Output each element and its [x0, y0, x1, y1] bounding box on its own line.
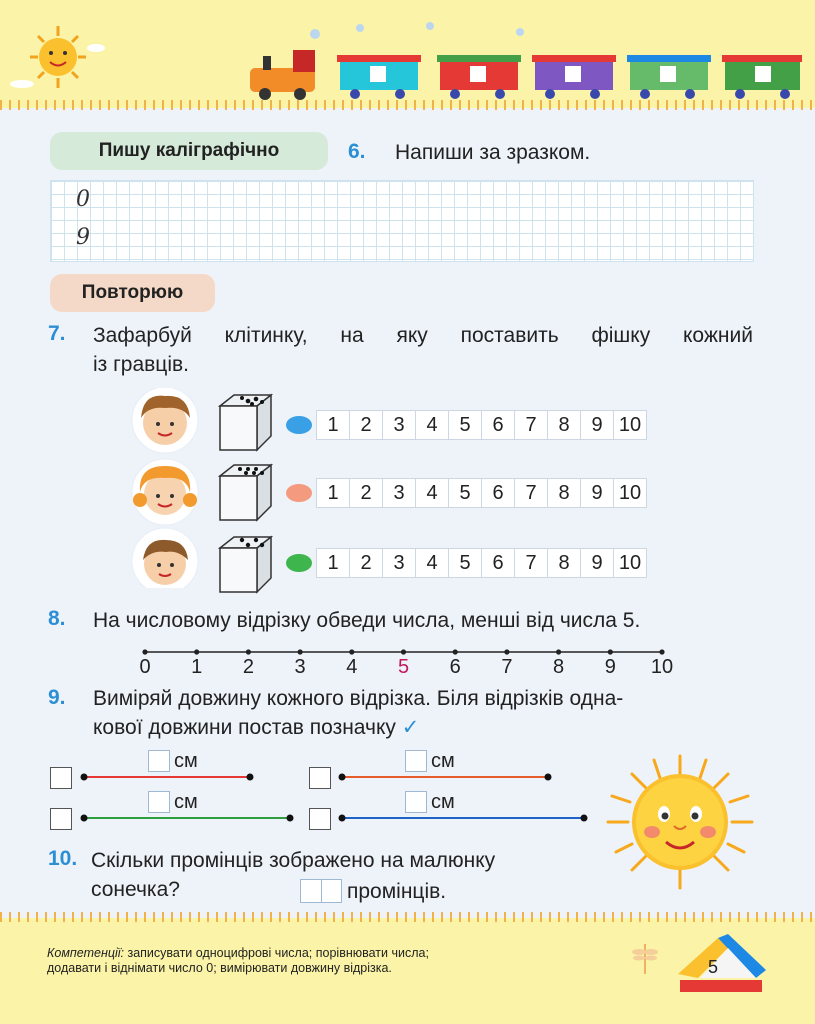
task-9-text-line2 — [93, 713, 419, 742]
sample-digit-0: 0 — [76, 187, 90, 212]
strip-cell[interactable]: 2 — [350, 549, 383, 577]
dice-four-icon — [216, 534, 274, 596]
number-line-label[interactable]: 2 — [242, 656, 254, 678]
number-strip-3 — [316, 548, 647, 578]
strip-cell[interactable]: 4 — [416, 479, 449, 507]
segment-1 — [78, 770, 258, 784]
number-line-label[interactable]: 8 — [553, 656, 565, 678]
task-8-number: 8. — [48, 607, 66, 630]
dragonfly-icon — [630, 938, 660, 978]
segment-4-checkbox[interactable] — [309, 808, 331, 830]
strip-cell[interactable]: 8 — [548, 549, 581, 577]
number-line-tick — [246, 649, 251, 654]
strip-cell[interactable]: 9 — [581, 479, 614, 507]
chip-pink-icon — [286, 484, 312, 502]
task-7-number: 7. — [48, 322, 66, 345]
segment-2-unit: см — [174, 791, 198, 813]
task-10-number: 10. — [48, 847, 78, 870]
segment-3-checkbox[interactable] — [309, 767, 331, 789]
strip-cell[interactable]: 4 — [416, 549, 449, 577]
segment-3-unit: см — [431, 750, 455, 772]
train-illustration — [245, 20, 805, 102]
number-strip-1 — [316, 410, 647, 440]
segment-1-checkbox[interactable] — [50, 767, 72, 789]
strip-cell[interactable]: 8 — [548, 411, 581, 439]
number-line-label[interactable]: 1 — [191, 656, 203, 678]
task-9-text-line1: Виміряй довжину кожного відрізка. Біля відрізків одна- — [93, 687, 624, 710]
player-boy-2-avatar — [132, 528, 198, 588]
segment-1-answer-box[interactable] — [148, 750, 170, 772]
number-line-tick — [556, 649, 561, 654]
number-line-label[interactable]: 0 — [139, 656, 151, 678]
strip-cell[interactable]: 10 — [618, 551, 642, 574]
strip-cell[interactable]: 3 — [383, 479, 416, 507]
header-sun-icon — [10, 22, 105, 92]
segment-4 — [336, 811, 592, 825]
strip-cell[interactable]: 9 — [581, 411, 614, 439]
number-strip-2 — [316, 478, 647, 508]
strip-cell[interactable]: 6 — [482, 549, 515, 577]
number-line-tick — [504, 649, 509, 654]
number-line-labels — [0, 656, 815, 686]
task-6-text: Напиши за зразком. — [395, 141, 591, 164]
segment-3 — [336, 770, 556, 784]
calligraphy-grid[interactable] — [50, 180, 754, 262]
strip-cell[interactable]: 2 — [350, 411, 383, 439]
task-9-number: 9. — [48, 686, 66, 709]
number-line-label[interactable]: 9 — [604, 656, 616, 678]
strip-cell[interactable]: 1 — [317, 549, 350, 577]
number-line-label[interactable]: 4 — [346, 656, 358, 678]
number-line-tick — [453, 649, 458, 654]
number-line-label[interactable]: 5 — [397, 656, 410, 678]
chip-green-icon — [286, 554, 312, 572]
number-line-tick — [142, 649, 147, 654]
strip-cell[interactable]: 10 — [618, 481, 642, 504]
competencies-line1: записувати одноцифрові числа; порівнювати числа; — [124, 946, 429, 960]
strip-cell[interactable]: 5 — [449, 549, 482, 577]
task-7-text-line1: Зафарбуй клітинку, на яку поставить фішку кожний — [93, 324, 753, 347]
answer-digit-box[interactable] — [301, 880, 322, 902]
dice-five-icon — [216, 392, 274, 454]
strip-cell[interactable]: 1 — [317, 411, 350, 439]
segment-4-unit: см — [431, 791, 455, 813]
sample-digit-9: 9 — [76, 225, 90, 250]
strip-cell[interactable]: 8 — [548, 479, 581, 507]
strip-cell[interactable]: 5 — [449, 411, 482, 439]
number-line-tick — [659, 649, 664, 654]
task-10-answer-boxes[interactable] — [300, 879, 342, 903]
strip-cell[interactable]: 7 — [515, 411, 548, 439]
segment-2 — [78, 811, 298, 825]
strip-cell[interactable]: 7 — [515, 549, 548, 577]
chip-blue-icon — [286, 416, 312, 434]
strip-cell[interactable]: 7 — [515, 479, 548, 507]
number-line-tick — [194, 649, 199, 654]
number-line-label[interactable]: 3 — [294, 656, 306, 678]
strip-cell[interactable]: 6 — [482, 479, 515, 507]
player-girl-avatar — [132, 459, 198, 525]
strip-cell[interactable]: 9 — [581, 549, 614, 577]
task-10-answer-label: промінців. — [347, 880, 447, 903]
strip-cell[interactable]: 2 — [350, 479, 383, 507]
task-7-text-line2: із гравців. — [93, 353, 189, 376]
sun-with-rays-icon — [604, 752, 754, 892]
player-boy-1-avatar — [132, 388, 198, 453]
dice-six-icon — [216, 462, 274, 524]
number-line-label[interactable]: 10 — [650, 656, 674, 678]
strip-cell[interactable]: 3 — [383, 411, 416, 439]
strip-cell[interactable]: 4 — [416, 411, 449, 439]
task-10-text-line2: сонечка? — [91, 878, 180, 901]
number-line-label[interactable]: 6 — [449, 656, 461, 678]
task-6-number: 6. — [348, 140, 366, 163]
strip-cell[interactable]: 5 — [449, 479, 482, 507]
competencies-line2: додавати і віднімати число 0; вимірювати довжину відрізка. — [47, 961, 392, 975]
footer-fence — [0, 912, 815, 922]
number-line-tick — [608, 649, 613, 654]
strip-cell[interactable]: 3 — [383, 549, 416, 577]
segment-1-unit: см — [174, 750, 198, 772]
task-9-text-line2-text: кової довжини постав позначку — [93, 716, 396, 739]
strip-cell[interactable]: 6 — [482, 411, 515, 439]
strip-cell[interactable]: 1 — [317, 479, 350, 507]
competencies-label: Компетенції: — [47, 946, 124, 960]
section-heading-calligraphy: Пишу каліграфічно — [50, 132, 328, 170]
task-10-text-line1: Скільки промінців зображено на малюнку — [91, 849, 496, 872]
section-heading-repeat: Повторюю — [50, 274, 215, 312]
segment-4-answer-box[interactable] — [405, 791, 427, 813]
page-number-badge — [676, 934, 776, 996]
number-line-tick — [298, 649, 303, 654]
number-line-label[interactable]: 7 — [501, 656, 513, 678]
number-line-tick — [349, 649, 354, 654]
number-line-tick — [401, 649, 406, 654]
task-8-text: На числовому відрізку обведи числа, менші від числа 5. — [93, 609, 641, 632]
checkmark-icon: ✓ — [401, 716, 420, 739]
segment-3-answer-box[interactable] — [405, 750, 427, 772]
competencies-text — [47, 946, 429, 976]
strip-cell[interactable]: 10 — [618, 413, 642, 436]
page-number: 5 — [708, 957, 719, 977]
segment-2-checkbox[interactable] — [50, 808, 72, 830]
segment-2-answer-box[interactable] — [148, 791, 170, 813]
